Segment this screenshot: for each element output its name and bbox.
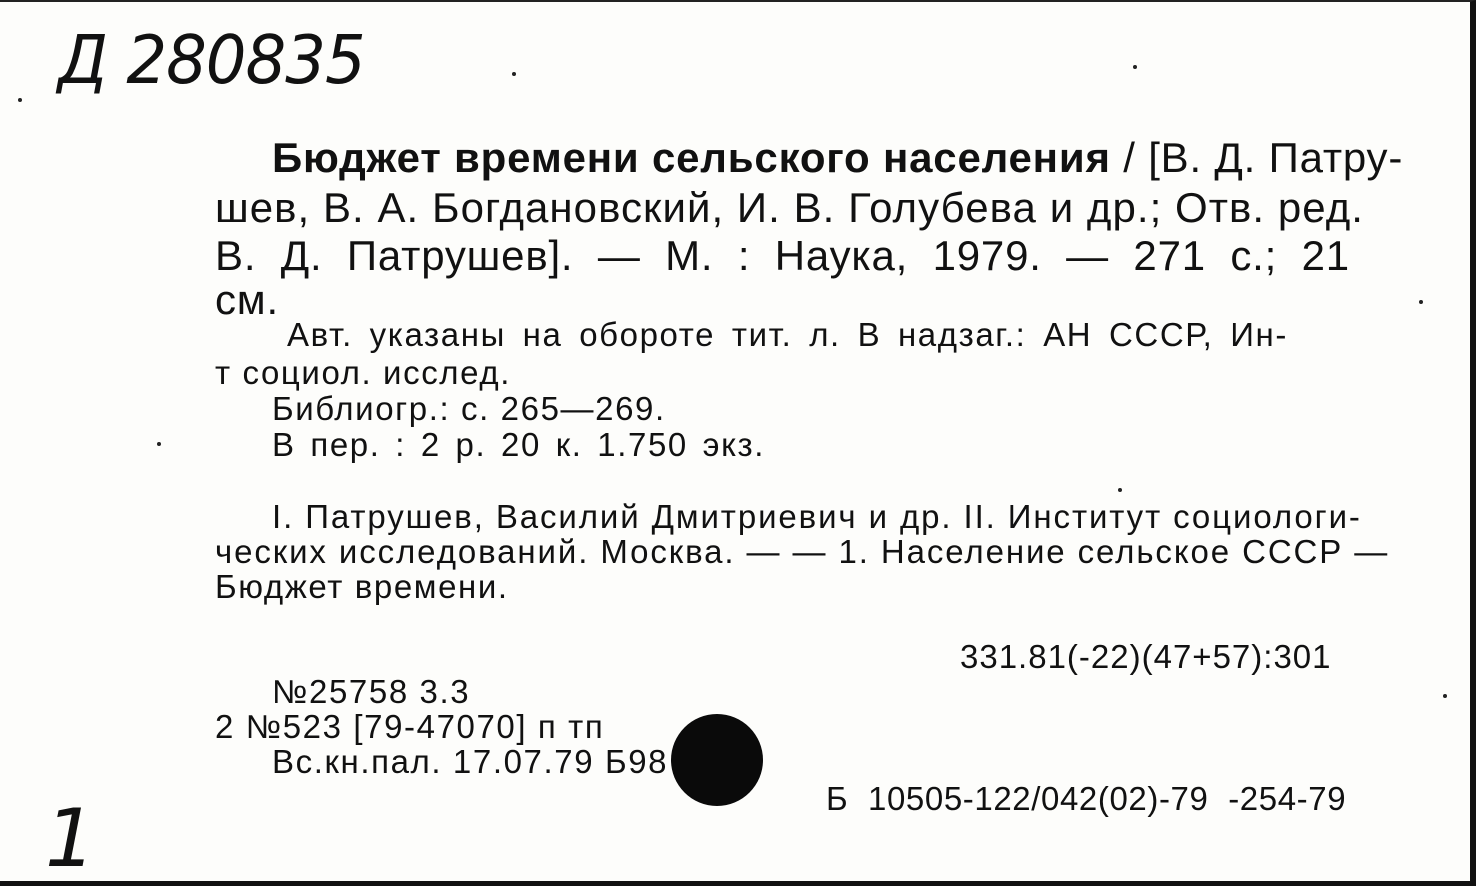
note-price: В пер. : 2 р. 20 к. 1.750 экз.	[272, 426, 765, 463]
main-line-3: В. Д. Патрушев]. — М. : Наука, 1979. — 271 с.; 21	[215, 232, 1350, 279]
service-line-1: №25758 3.3	[272, 673, 471, 710]
main-line-2: шев, В. А. Богдановский, И. В. Голубева и др.; Отв. ред.	[215, 184, 1365, 231]
tracing-line-3: Бюджет времени.	[215, 568, 509, 605]
speck	[18, 98, 22, 102]
tracing-line-2: ческих исследований. Москва. — — 1. Население сельское СССР —	[215, 533, 1390, 570]
handwritten-sheet-number: 1	[45, 792, 96, 885]
speck	[157, 442, 161, 446]
speck	[1443, 694, 1447, 698]
speck	[1133, 65, 1137, 69]
speck	[1419, 300, 1423, 304]
note-authors: Авт. указаны на обороте тит. л. В надзаг.: АН СССР, Ин-	[287, 316, 1288, 353]
main-line-4: см.	[215, 276, 279, 323]
punch-hole	[671, 714, 763, 806]
classification-index: 331.81(-22)(47+57):301	[960, 638, 1332, 675]
book-title: Бюджет времени сельского населения	[272, 134, 1111, 181]
tracing-line-1: I. Патрушев, Василий Дмитриевич и др. II. Институт социологи-	[272, 498, 1362, 535]
speck	[1118, 488, 1122, 492]
service-line-2: 2 №523 [79-47070] п тп	[215, 708, 605, 745]
bbk-code: Б 10505-122/042(02)-79 -254-79	[826, 780, 1347, 817]
note-bibliography: Библиогр.: с. 265—269.	[272, 390, 666, 427]
service-line-3: Вс.кн.пал. 17.07.79 Б98	[272, 743, 669, 780]
handwritten-catalog-number: Д 280835	[58, 22, 365, 100]
note-institute: т социол. исслед.	[215, 354, 512, 391]
speck	[512, 72, 516, 76]
title-line-1	[272, 134, 1403, 182]
responsibility-start: / [В. Д. Патру-	[1110, 134, 1404, 181]
